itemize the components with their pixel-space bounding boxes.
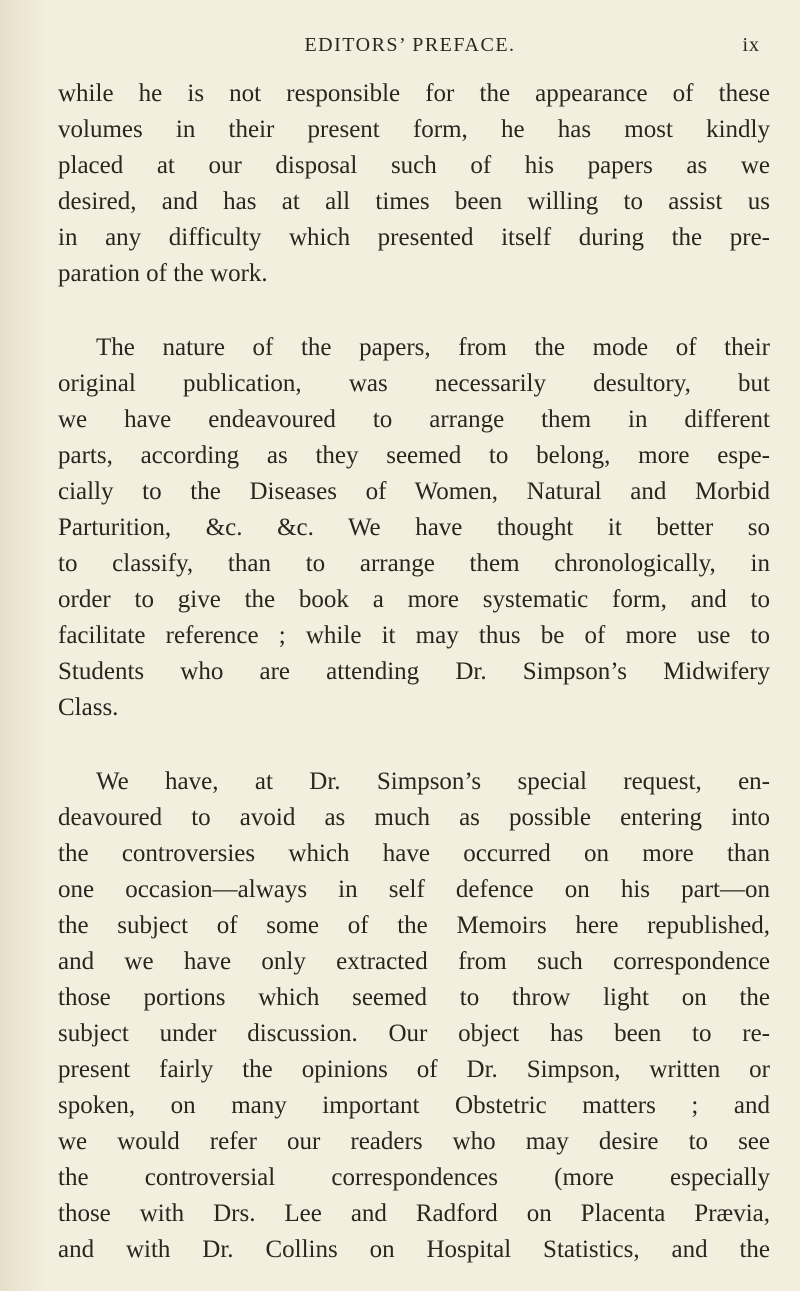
text-line: those with Drs. Lee and Radford on Placenta Prævia, (58, 1200, 770, 1227)
running-head (60, 28, 760, 60)
text-line: cially to the Diseases of Women, Natural and Morbid (58, 478, 770, 505)
paragraph-2 (58, 330, 770, 726)
text-line: Class. (58, 694, 119, 721)
text-line: Parturition, &c. &c. We have thought it better so (58, 514, 770, 541)
paragraph-1 (58, 76, 770, 292)
text-line: facilitate reference ; while it may thus be of more use to (58, 622, 770, 649)
text-line: desired, and has at all times been willing to assist us (58, 188, 770, 215)
page-number: ix (742, 34, 760, 56)
text-line: present fairly the opinions of Dr. Simpson, written or (58, 1056, 770, 1083)
text-line: and we have only extracted from such correspondence (58, 948, 770, 975)
text-line: one occasion—always in self defence on his part—on (58, 876, 770, 903)
text-line: Students who are attending Dr. Simpson’s Midwifery (58, 658, 770, 685)
paragraph-gap (58, 292, 770, 330)
text-line: we have endeavoured to arrange them in different (58, 406, 770, 433)
text-line: the controversies which have occurred on more than (58, 840, 770, 867)
text-line: paration of the work. (58, 260, 268, 287)
text-line: the subject of some of the Memoirs here republished, (58, 912, 770, 939)
text-line: order to give the book a more systematic form, and to (58, 586, 770, 613)
text-line: subject under discussion. Our object has been to re- (58, 1020, 770, 1047)
text-line: while he is not responsible for the appearance of these (58, 80, 770, 107)
text-line: those portions which seemed to throw light on the (58, 984, 770, 1011)
text-line: We have, at Dr. Simpson’s special request, en- (96, 768, 770, 795)
text-line: and with Dr. Collins on Hospital Statistics, and the (58, 1236, 770, 1263)
text-line: to classify, than to arrange them chronologically, in (58, 550, 770, 577)
text-line: The nature of the papers, from the mode of their (96, 334, 770, 361)
text-line: placed at our disposal such of his papers as we (58, 152, 770, 179)
text-line: deavoured to avoid as much as possible entering into (58, 804, 770, 831)
text-line: original publication, was necessarily desultory, but (58, 370, 770, 397)
body-text (58, 76, 770, 1268)
text-line: in any difficulty which presented itself during the pre- (58, 224, 770, 251)
text-line: volumes in their present form, he has most kindly (58, 116, 770, 143)
text-line: parts, according as they seemed to belong, more espe- (58, 442, 770, 469)
page-gutter-shading (0, 0, 48, 1291)
paragraph-3 (58, 764, 770, 1268)
paragraph-gap (58, 726, 770, 764)
text-line: spoken, on many important Obstetric matters ; and (58, 1092, 770, 1119)
text-line: the controversial correspondences (more especially (58, 1164, 770, 1191)
text-line: we would refer our readers who may desire to see (58, 1128, 770, 1155)
running-title: EDITORS’ PREFACE. (304, 34, 516, 56)
